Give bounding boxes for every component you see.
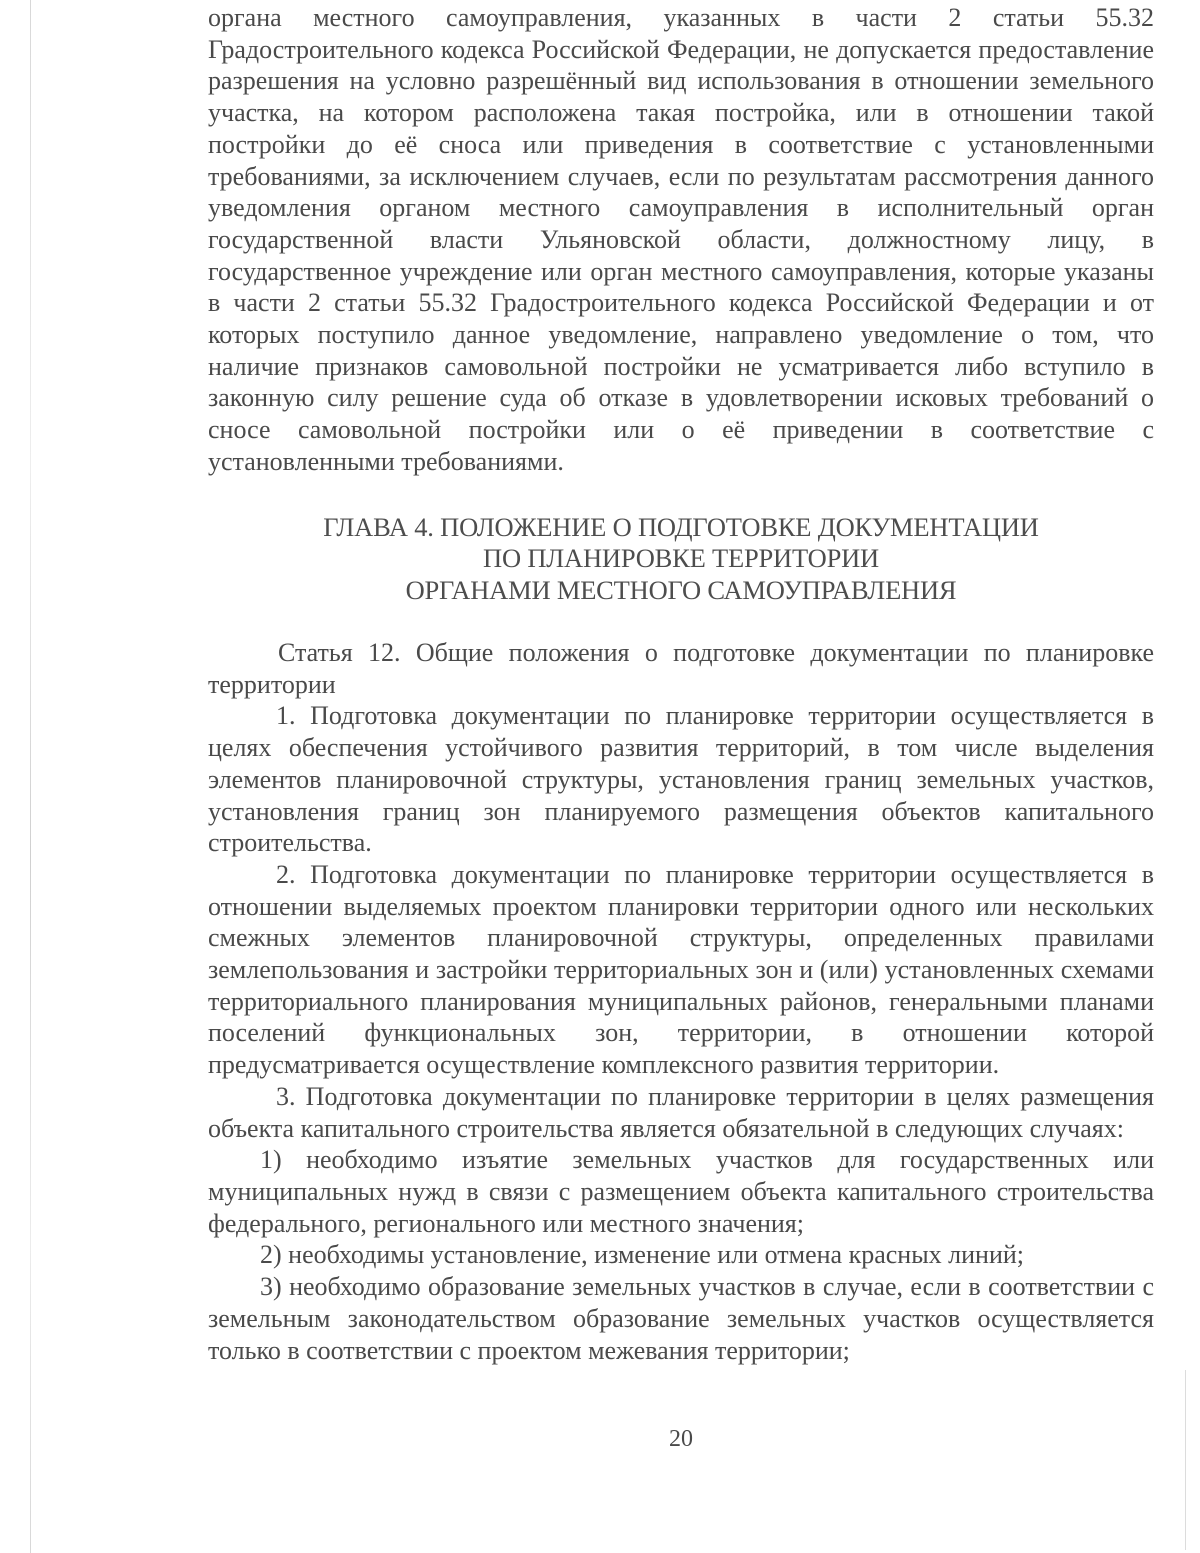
scan-edge-left [30,0,31,1553]
item-3-paragraph: 3. Подготовка документации по планировке территории в целях размещения объекта капитального строительства является обязательной в следующих случаях: [208,1081,1154,1143]
scan-edge-right [1185,1370,1186,1550]
chapter-heading-line-3: ОРГАНАМИ МЕСТНОГО САМОУПРАВЛЕНИЯ [405,574,957,605]
subitem-1-paragraph: 1) необходимо изъятие земельных участков для государственных или муниципальных нужд в связи с размещением объекта капитального строительства федерального, регионального или местного значения; [208,1145,1154,1238]
document-page [208,0,1154,1452]
subitem-2-paragraph: 2) необходимы установление, изменение или отмена красных линий; [260,1240,1025,1270]
chapter-heading [208,512,1154,607]
chapter-heading-line-1: ГЛАВА 4. ПОЛОЖЕНИЕ О ПОДГОТОВКЕ ДОКУМЕНТАЦИИ [323,511,1039,542]
subitem-3-paragraph: 3) необходимо образование земельных участков в случае, если в соответствии с земельным законодательством образование земельных участков осуществляется только в соответствии с проектом межевания территории; [208,1272,1154,1365]
page-number: 20 [669,1426,693,1452]
continuation-paragraph: органа местного самоуправления, указанных в части 2 статьи 55.32 Градостроительного кодекса Российской Федерации, не допускается предоставление разрешения на условно разрешённый вид использования в отношении земельного участка, на котором расположена такая постройка, или в отношении такой постройки до её сноса или приведения в соответствие с установленными требованиями, за исключением случаев, если по результатам рассмотрения данного уведомления органом местного самоуправления в исполнительный орган государственной власти Ульяновской области, должностному лицу, в государственное учреждение или орган местного самоуправления, которые указаны в части 2 статьи 55.32 Градостроительного кодекса Российской Федерации и от которых поступило данное уведомление, направлено уведомление о том, что наличие признаков самовольной постройки не усматривается либо вступило в законную силу решение суда об отказе в удовлетворении исковых требований о сносе самовольной постройки или о её приведении в соответствие с установленными требованиями. [208,3,1154,476]
item-2-paragraph: 2. Подготовка документации по планировке территории осуществляется в отношении выделяемых проектом планировки территории одного или нескольких смежных элементов планировочной структуры, определенных правилами землепользования и застройки территориальных зон и (или) установленных схемами территориального планирования муниципальных районов, генеральными планами поселений функциональных зон, территории, в отношении которой предусматривается осуществление комплексного развития территории. [208,859,1154,1080]
article-title: Статья 12. Общие положения о подготовке документации по планировке территории [208,638,1154,699]
item-1-paragraph: 1. Подготовка документации по планировке территории осуществляется в целях обеспечения устойчивого развития территорий, в том числе выделения элементов планировочной структуры, установления границ земельных участков, установления границ зон планируемого размещения объектов капитального строительства. [208,701,1154,858]
chapter-heading-line-2: ПО ПЛАНИРОВКЕ ТЕРРИТОРИИ [483,543,879,574]
